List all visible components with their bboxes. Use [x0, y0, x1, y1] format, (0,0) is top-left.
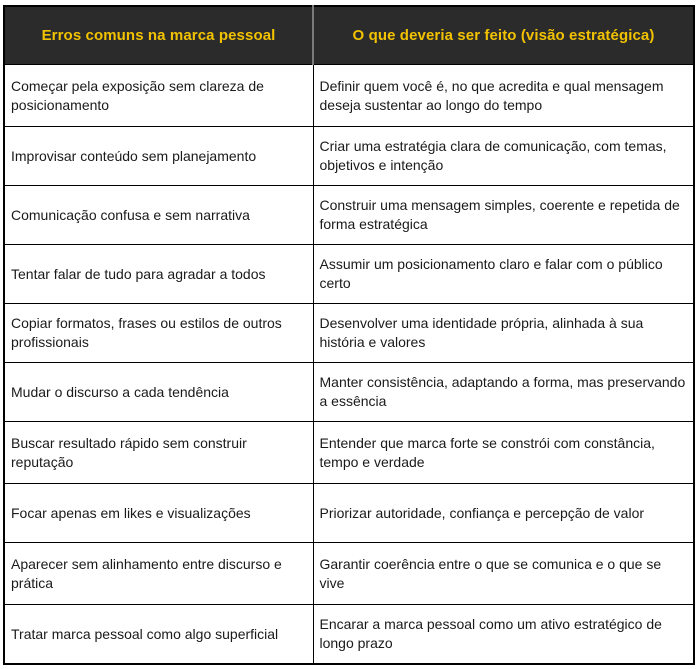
header-strategy: O que deveria ser feito (visão estratégica) — [313, 6, 694, 65]
table-row — [4, 65, 694, 127]
comparison-table-container — [3, 5, 695, 665]
comparison-table — [3, 5, 695, 665]
strategy-cell: Definir quem você é, no que acredita e qual mensagem deseja sustentar ao longo do tempo — [313, 65, 694, 127]
table-row — [4, 186, 694, 245]
mistake-cell: Copiar formatos, frases ou estilos de outros profissionais — [4, 304, 313, 363]
strategy-cell: Criar uma estratégia clara de comunicação, com temas, objetivos e intenção — [313, 127, 694, 186]
mistake-cell: Buscar resultado rápido sem construir reputação — [4, 422, 313, 484]
mistake-cell: Focar apenas em likes e visualizações — [4, 484, 313, 543]
strategy-cell: Assumir um posicionamento claro e falar com o público certo — [313, 245, 694, 304]
table-row — [4, 245, 694, 304]
mistake-cell: Aparecer sem alinhamento entre discurso e prática — [4, 543, 313, 605]
strategy-cell: Encarar a marca pessoal como um ativo estratégico de longo prazo — [313, 605, 694, 665]
mistake-cell: Começar pela exposição sem clareza de posicionamento — [4, 65, 313, 127]
strategy-cell: Priorizar autoridade, confiança e percepção de valor — [313, 484, 694, 543]
strategy-cell: Garantir coerência entre o que se comunica e o que se vive — [313, 543, 694, 605]
mistake-cell: Tentar falar de tudo para agradar a todos — [4, 245, 313, 304]
strategy-cell: Desenvolver uma identidade própria, alinhada à sua história e valores — [313, 304, 694, 363]
header-mistakes: Erros comuns na marca pessoal — [4, 6, 313, 65]
mistake-cell: Improvisar conteúdo sem planejamento — [4, 127, 313, 186]
table-row — [4, 363, 694, 422]
table-row — [4, 127, 694, 186]
mistake-cell: Tratar marca pessoal como algo superficial — [4, 605, 313, 665]
table-row — [4, 543, 694, 605]
strategy-cell: Manter consistência, adaptando a forma, mas preservando a essência — [313, 363, 694, 422]
table-row — [4, 422, 694, 484]
mistake-cell: Comunicação confusa e sem narrativa — [4, 186, 313, 245]
strategy-cell: Entender que marca forte se constrói com constância, tempo e verdade — [313, 422, 694, 484]
table-row — [4, 304, 694, 363]
header-row — [4, 6, 694, 65]
mistake-cell: Mudar o discurso a cada tendência — [4, 363, 313, 422]
table-row — [4, 605, 694, 665]
table-row — [4, 484, 694, 543]
strategy-cell: Construir uma mensagem simples, coerente e repetida de forma estratégica — [313, 186, 694, 245]
